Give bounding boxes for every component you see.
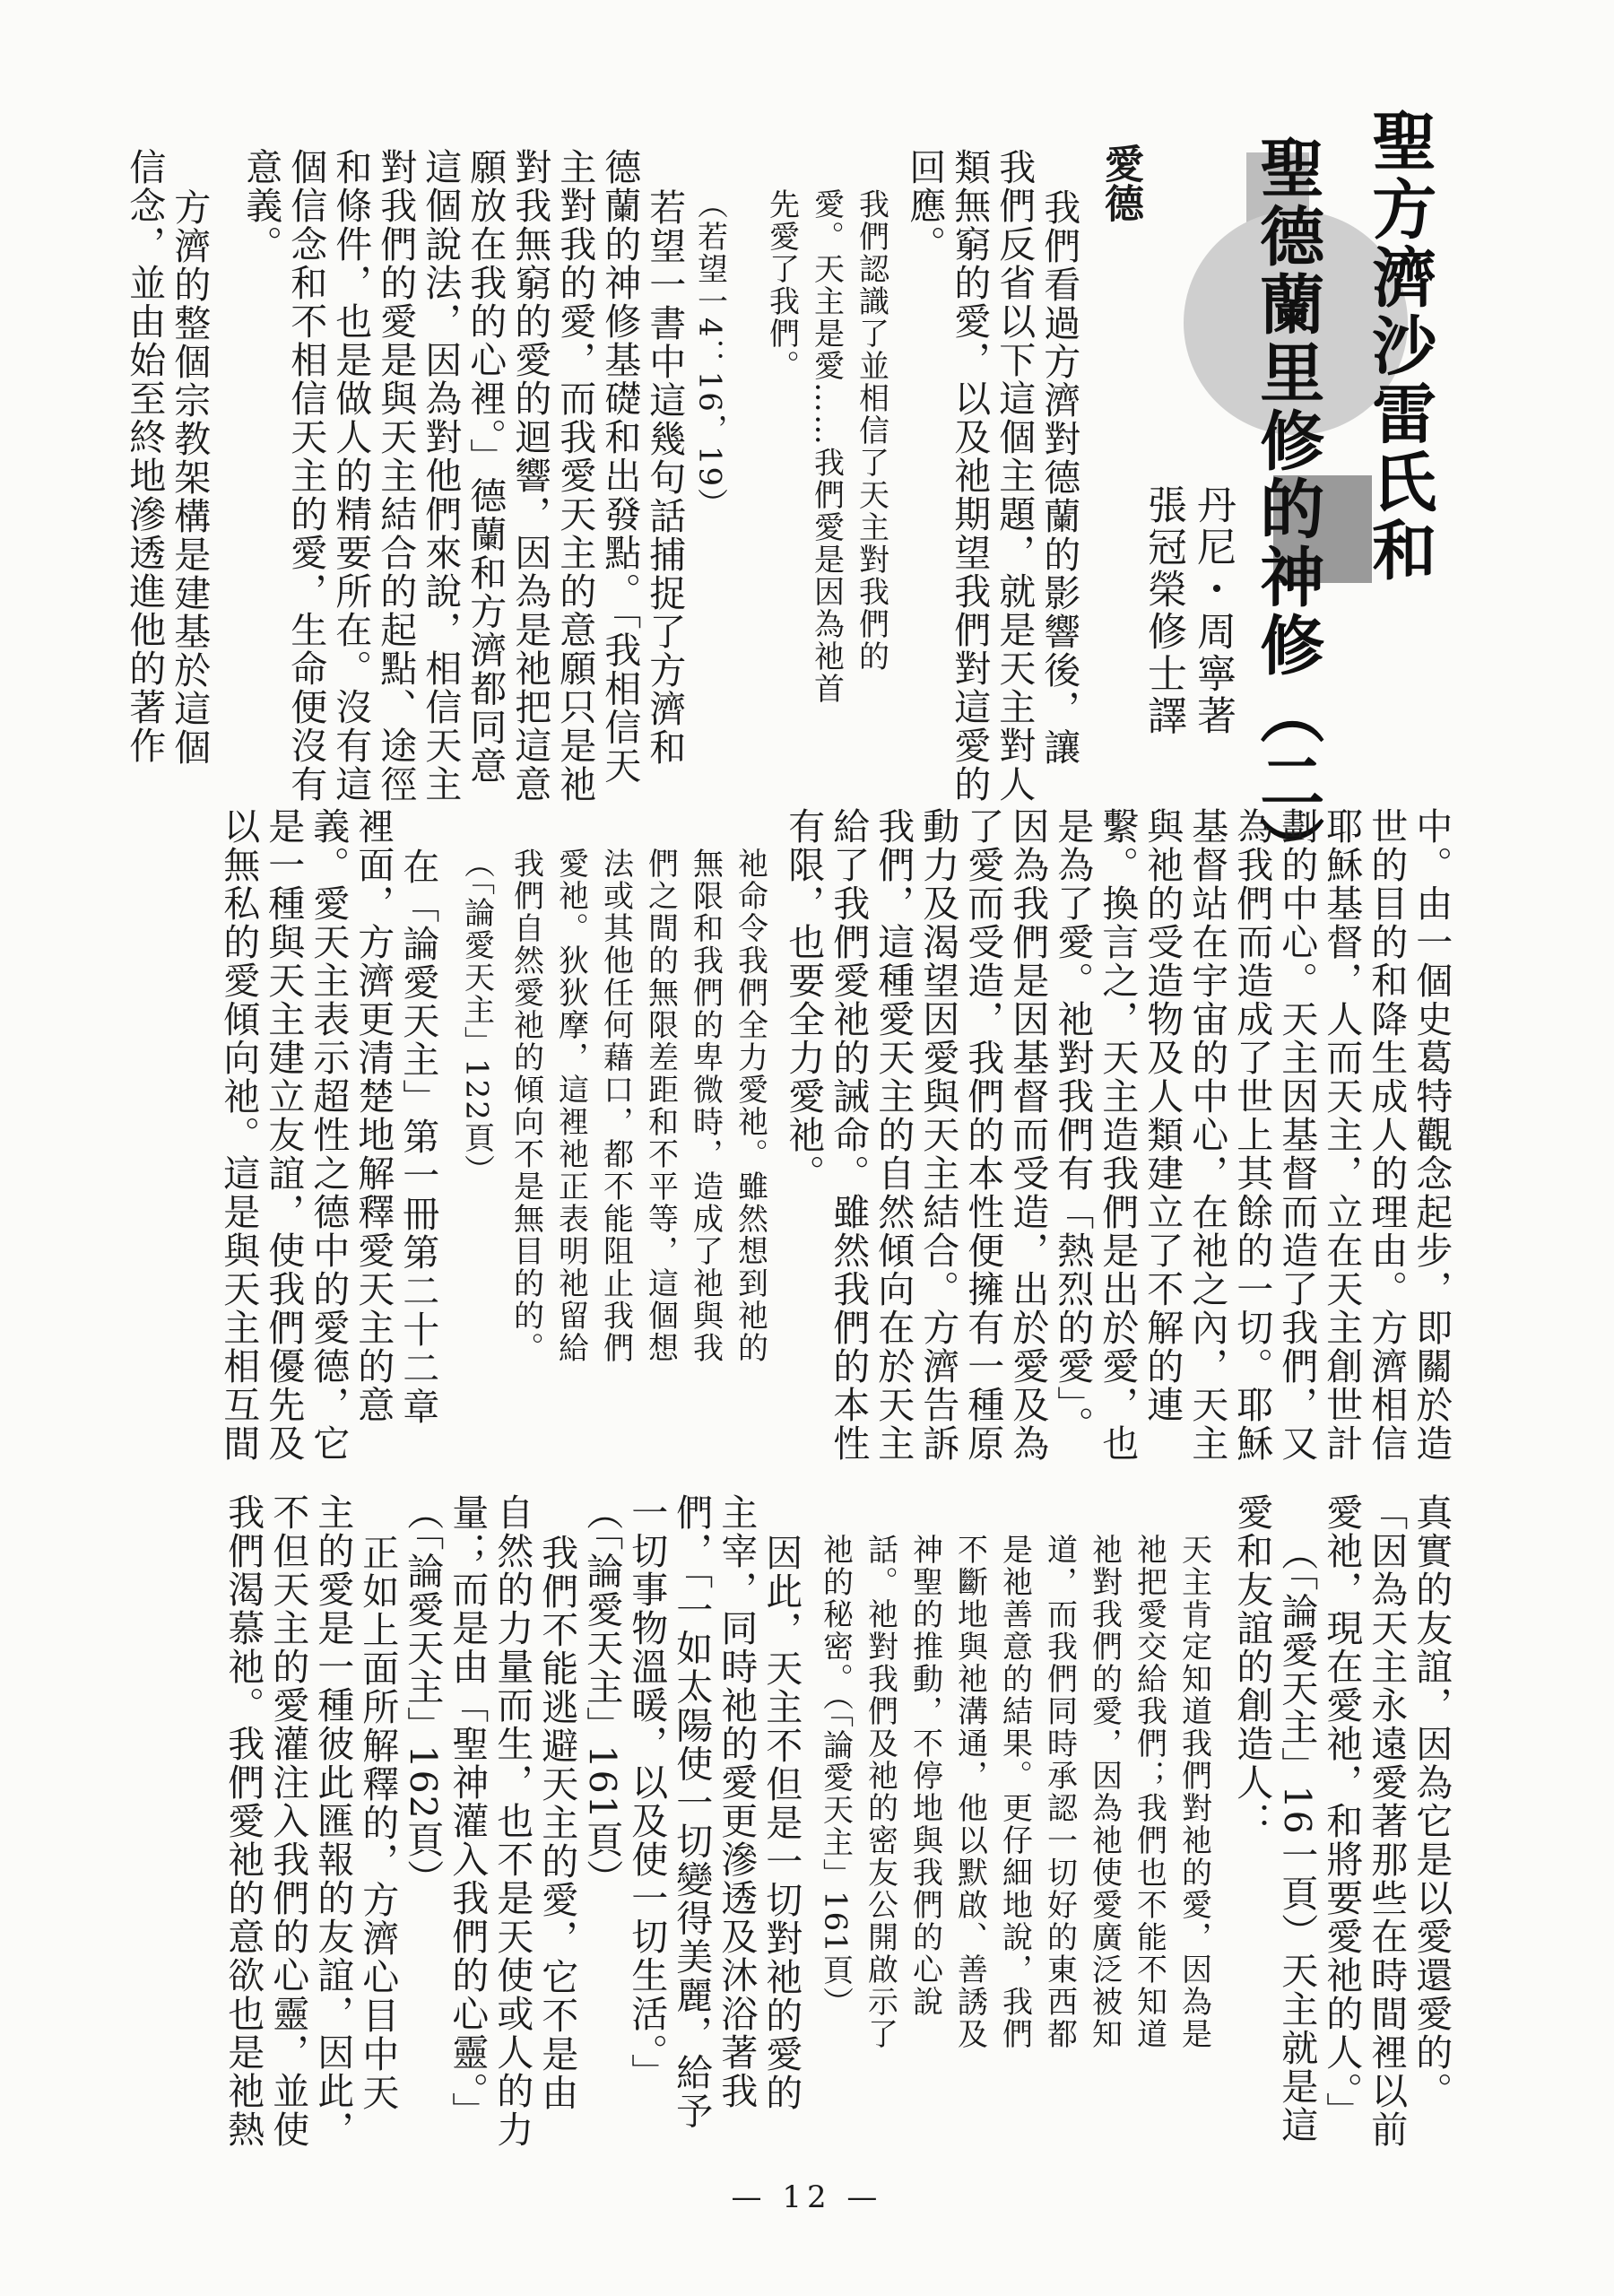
paragraph-line: 是一種與天主建立友誼，使我們優先及 xyxy=(262,807,306,1463)
paragraph-line: 「因為天主永遠愛著那些在時間裡以前 xyxy=(1365,1493,1409,2149)
article-title-line-1: 聖方濟沙雷氏和 xyxy=(1361,108,1437,585)
translator-byline: 張冠榮修士譯 xyxy=(1141,484,1186,737)
quotation-line: 我們自然愛祂的傾向不是無目的的。 xyxy=(508,848,544,1364)
paragraph-line: 義。愛天主表示超性之德中的愛德，它 xyxy=(307,807,351,1463)
paragraph-line: 裡面，方濟更清楚地解釋愛天主的意 xyxy=(351,807,395,1424)
paragraph-line: 為我們而造成了世上其餘的一切。耶穌 xyxy=(1230,807,1274,1463)
paragraph-line: 一切事物溫暖，以及使一切生活。」 xyxy=(625,1493,669,2092)
paragraph-line: 有限，也要全力愛祂。 xyxy=(782,807,826,1193)
paragraph-line: 真實的友誼，因為它是以愛還愛的。 xyxy=(1410,1493,1453,2110)
paragraph-line: 因為我們是因基督而受造，出於愛及為 xyxy=(1006,807,1050,1463)
paragraph-line: 信念，並由始至終地滲透進他的著作 xyxy=(123,148,167,765)
paragraph-line: 在「論愛天主」第一冊第二十二章 xyxy=(396,848,440,1426)
paragraph-line: 們，「一如太陽使一切變得美麗，給予 xyxy=(670,1493,714,2131)
quotation-line: 我們認識了並相信了天主對我們的 xyxy=(853,188,889,673)
paragraph-line: 繫。換言之，天主造我們是出於愛，也 xyxy=(1096,807,1140,1463)
paragraph-line: 動力及渴望因愛與天主結合。方濟告訴 xyxy=(916,807,960,1463)
quotation-line: 法或其他任何藉口，都不能阻止我們 xyxy=(597,848,634,1364)
paragraph-line: 愛祂，現在愛祂，和將要愛祂的人。」 xyxy=(1320,1493,1364,2131)
paragraph-line: 對我無窮的愛的迴響，因為是祂把這意 xyxy=(508,148,552,804)
paragraph-line: 給了我們愛祂的誡命。雖然我們的本性 xyxy=(827,807,871,1463)
paragraph-line: 我們不能逃避天主的愛，它不是由 xyxy=(535,1534,579,2112)
paragraph-line: 中。由一個史葛特觀念起步，即關於造 xyxy=(1410,807,1453,1463)
paragraph-line: 正如上面所解釋的，方濟心目中天 xyxy=(356,1534,400,2112)
paragraph-line: 類無窮的愛，以及祂期望我們對這愛的 xyxy=(948,148,992,804)
paragraph-line: 量；而是由「聖神灌入我們的心靈。」 xyxy=(446,1493,490,2131)
quotation-line: 們之間的無限差距和不平等，這個想 xyxy=(642,848,679,1364)
paragraph-line: 和條件，也是做人的精要所在。沒有這 xyxy=(329,148,373,804)
paragraph-line: 是為了愛。祂對我們有「熱烈的愛」。 xyxy=(1051,807,1095,1445)
quotation-line: 祂把愛交給我們；我們也不能不知道 xyxy=(1131,1534,1167,2050)
paragraph-line: 主宰，同時祂的愛更滲透及沐浴著我 xyxy=(715,1493,759,2110)
paragraph-line: 我們看過方濟對德蘭的影響後，讓 xyxy=(1037,188,1081,767)
paragraph-line: 我們，這種愛天主的自然傾向在於天主 xyxy=(872,807,915,1463)
paragraph-line: 自然的力量而生，也不是天使或人的力 xyxy=(490,1493,534,2149)
paragraph-line: 與祂的受造物及人類建立了不解的連 xyxy=(1141,807,1184,1424)
paragraph-line: 願放在我的心裡。」德蘭和方濟都同意 xyxy=(464,148,508,786)
citation-line: （「論愛天主」161頁） xyxy=(580,1493,624,1898)
quotation-citation: （若望一4：16，19） xyxy=(691,188,728,521)
paragraph-line: 方濟的整個宗教架構是建基於這個 xyxy=(168,188,212,767)
quotation-line: 愛祂。狄狄摩，這裡祂正表明祂留給 xyxy=(552,848,589,1364)
paragraph-line: 我們渴慕祂。我們愛祂的意欲也是祂熱 xyxy=(221,1493,265,2149)
paragraph-line: （「論愛天主」16一頁）天主就是這 xyxy=(1275,1534,1319,2144)
quotation-line: 無限和我們的卑微時，造成了祂與我 xyxy=(687,848,724,1364)
quotation-line: 話。祂對我們及祂的密友公開啟示了 xyxy=(862,1534,898,2050)
page-number: — 12 — xyxy=(731,2179,883,2215)
paragraph-line: 個信念和不相信天主的愛，生命便沒有 xyxy=(284,148,328,804)
paragraph-line: 若望一書中這幾句話捕捉了方濟和 xyxy=(643,188,687,767)
section-heading: 愛德 xyxy=(1098,144,1143,222)
paragraph-line: 耶穌基督，人而天主，立在天主創世計 xyxy=(1320,807,1364,1463)
paragraph-line: 世的目的和降生成人的理由。方濟相信 xyxy=(1365,807,1409,1463)
quotation-line: 愛。天主是愛……我們愛是因為祂首 xyxy=(808,188,845,705)
quotation-line: 天主肯定知道我們對祂的愛，因為是 xyxy=(1176,1534,1212,2050)
quotation-line: 祂命令我們全力愛祂。雖然想到祂的 xyxy=(732,848,768,1364)
paragraph-line: 因此，天主不但是一切對祂的愛的 xyxy=(759,1534,803,2112)
quotation-line: 祂的秘密。（「論愛天主」161頁） xyxy=(817,1534,854,2019)
paragraph-line: 德蘭的神修基礎和出發點。「我相信天 xyxy=(598,148,642,786)
paragraph-line: 這個說法，因為對他們來說，相信天主 xyxy=(419,148,463,804)
paragraph-line: 基督站在宇宙的中心，在祂之內，天主 xyxy=(1185,807,1229,1463)
quotation-line: 先愛了我們。 xyxy=(763,188,800,382)
paragraph-line: 對我們的愛是與天主結合的起點、途徑 xyxy=(374,148,418,804)
author-byline: 丹尼・周寧著 xyxy=(1190,484,1236,737)
citation-line: （「論愛天主」162頁） xyxy=(401,1493,445,1898)
paragraph-line: 主對我的愛，而我愛天主的意願只是祂 xyxy=(553,148,597,804)
paragraph-line: 愛和友誼的創造人： xyxy=(1230,1493,1274,1840)
paragraph-line: 回應。 xyxy=(903,148,947,264)
quotation-line: 神聖的推動，不停地與我們的心說 xyxy=(907,1534,943,2018)
quotation-line: 不斷地與祂溝通，他以默啟、善誘及 xyxy=(951,1534,988,2050)
quotation-line: 祂對我們的愛，因為祂使愛廣泛被知 xyxy=(1086,1534,1123,2050)
paragraph-line: 我們反省以下這個主題，就是天主對人 xyxy=(993,148,1037,804)
quotation-citation: （「論愛天主」122頁） xyxy=(458,848,495,1187)
quotation-line: 是祂善意的結果。更仔細地說，我們 xyxy=(996,1534,1033,2050)
paragraph-line: 了愛而受造，我們的本性便擁有一種原 xyxy=(961,807,1005,1463)
paragraph-line: 意義。 xyxy=(239,148,283,264)
quotation-line: 道，而我們同時承認一切好的東西都 xyxy=(1041,1534,1078,2050)
paragraph-line: 不但天主的愛灌注入我們的心靈，並使 xyxy=(266,1493,310,2149)
article-title-line-2: 聖德蘭里修的神修（二） xyxy=(1249,135,1325,884)
paragraph-line: 主的愛是一種彼此匯報的友誼，因此， xyxy=(311,1493,355,2149)
paragraph-line: 劃的中心。天主因基督而造了我們，又 xyxy=(1275,807,1319,1463)
paragraph-line: 以無私的愛傾向祂。這是與天主相互間 xyxy=(217,807,261,1463)
